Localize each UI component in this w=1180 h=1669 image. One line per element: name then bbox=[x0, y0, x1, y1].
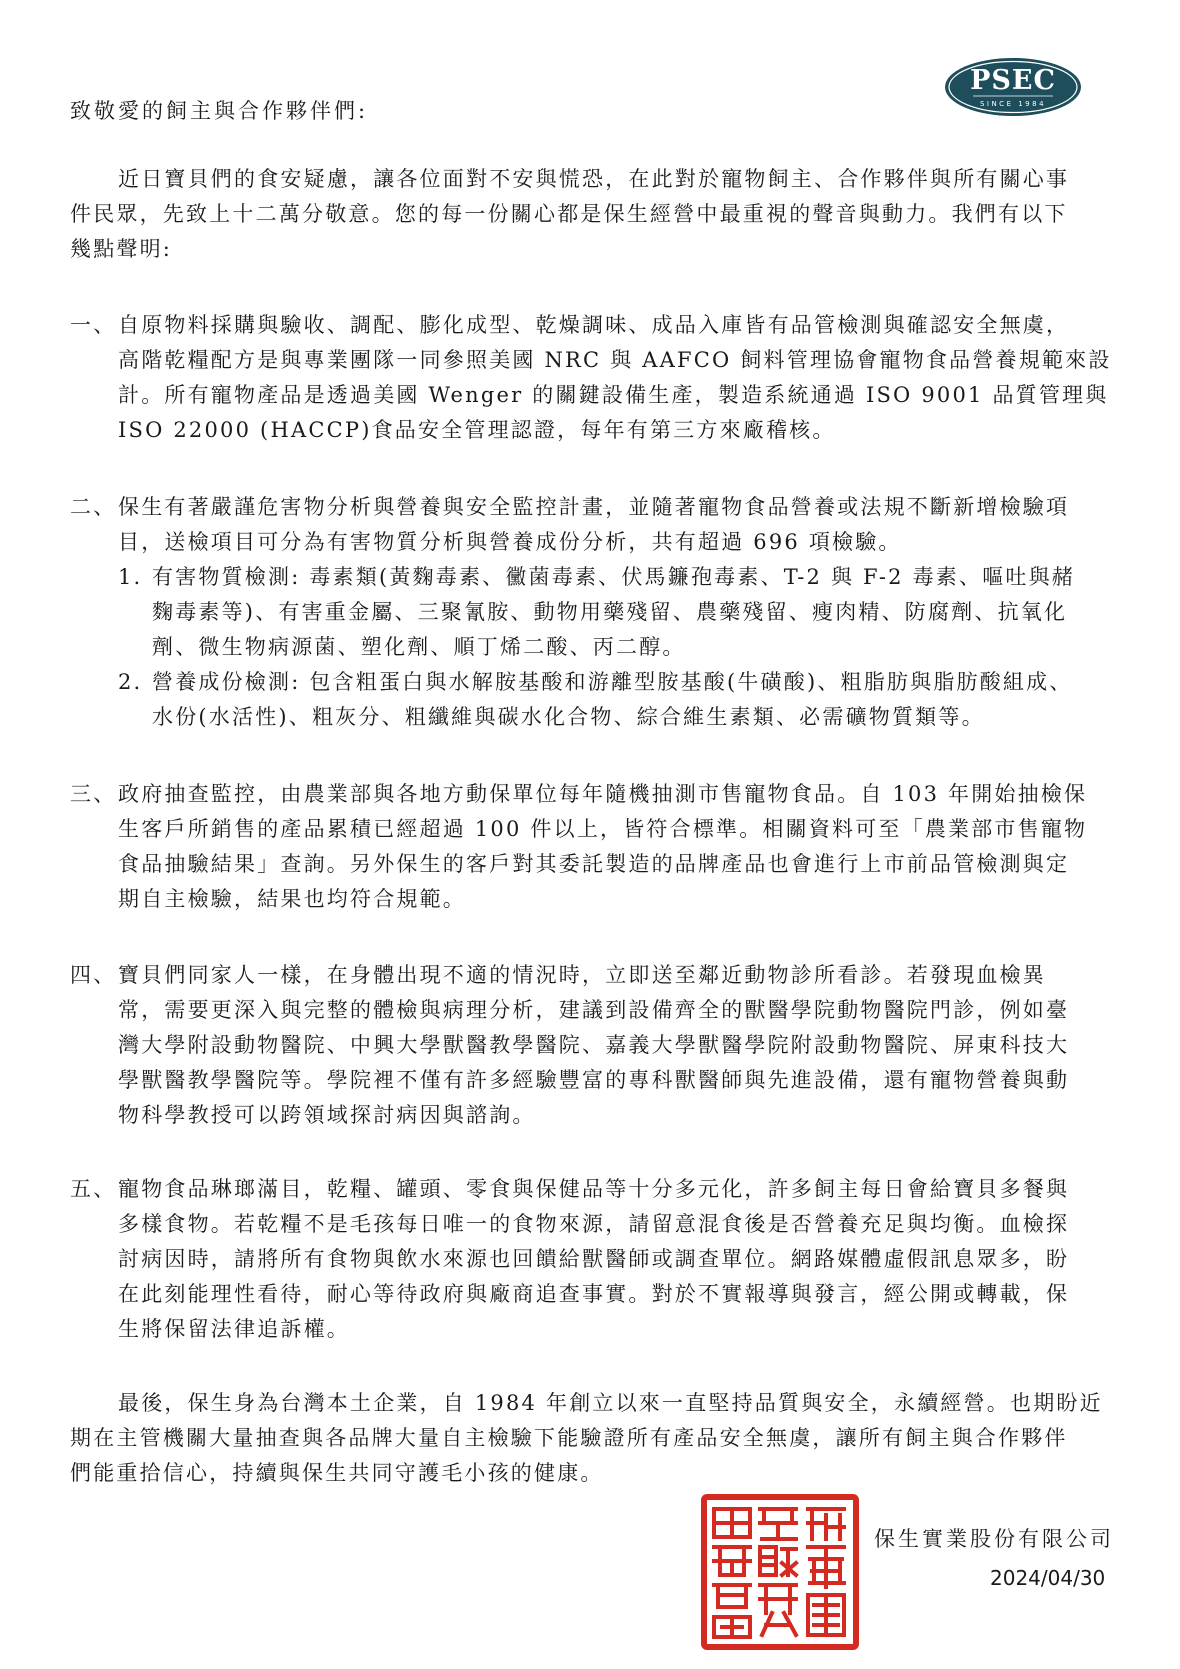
svg-text:SINCE 1984: SINCE 1984 bbox=[979, 100, 1047, 108]
intro-line: 件民眾，先致上十二萬分敬意。您的每一份關心都是保生經營中最重視的聲音與動力。我們有以下 bbox=[70, 202, 1068, 226]
section-line: 討病因時，請將所有食物與飲水來源也回饋給獸醫師或調查單位。網路媒體虛假訊息眾多，盼 bbox=[118, 1247, 1070, 1271]
section-line: ISO 22000 (HACCP)食品安全管理認證，每年有第三方來廠稽核。 bbox=[118, 418, 836, 442]
section-line: 生客戶所銷售的產品累積已經超過 100 件以上，皆符合標準。相關資料可至「農業部市售寵物 bbox=[118, 817, 1088, 841]
item-line: 劑、微生物病源菌、塑化劑、順丁烯二酸、丙二醇。 bbox=[152, 635, 686, 659]
item-number: 2. bbox=[118, 670, 143, 694]
item-line: 有害物質檢測: 毒素類(黃麴毒素、黴菌毒素、伏馬鐮孢毒素、T-2 與 F-2 毒素、嘔吐與赭 bbox=[152, 565, 1076, 589]
section-line: 高階乾糧配方是與專業團隊一同參照美國 NRC 與 AAFCO 飼料管理協會寵物食品營養規範來設 bbox=[118, 348, 1112, 372]
item-line: 營養成份檢測: 包含粗蛋白與水解胺基酸和游離型胺基酸(牛磺酸)、粗脂肪與脂肪酸組成、 bbox=[152, 670, 1073, 694]
section-5 bbox=[70, 1172, 1120, 1347]
section-line: 食品抽驗結果」查詢。另外保生的客戶對其委託製造的品牌產品也會進行上市前品管檢測與定 bbox=[118, 852, 1070, 876]
closing-line: 們能重拾信心，持續與保生共同守護毛小孩的健康。 bbox=[70, 1461, 604, 1485]
section-line: 物科學教授可以跨領域探討病因與諮詢。 bbox=[118, 1103, 536, 1127]
section-line: 計。所有寵物產品是透過美國 Wenger 的關鍵設備生產，製造系統通過 ISO 9001 品質管理與 bbox=[118, 383, 1109, 407]
section-number: 四、 bbox=[70, 963, 117, 987]
section-4 bbox=[70, 958, 1120, 1133]
item-number: 1. bbox=[118, 565, 143, 589]
closing-line: 期在主管機關大量抽查與各品牌大量自主檢驗下能驗證所有產品安全無虞，讓所有飼主與合作夥伴 bbox=[70, 1426, 1068, 1450]
section-line: 學獸醫教學醫院等。學院裡不僅有許多經驗豐富的專科獸醫師與先進設備，還有寵物營養與動 bbox=[118, 1068, 1070, 1092]
section-line: 期自主檢驗，結果也均符合規範。 bbox=[118, 887, 466, 911]
svg-text:PSEC: PSEC bbox=[970, 65, 1056, 96]
psec-logo bbox=[943, 56, 1083, 118]
section-line: 多樣食物。若乾糧不是毛孩每日唯一的食物來源，請留意混食後是否營養充足與均衡。血檢探 bbox=[118, 1212, 1070, 1236]
section-number: 三、 bbox=[70, 782, 117, 806]
section-number: 二、 bbox=[70, 495, 117, 519]
section-line: 寶貝們同家人一樣，在身體出現不適的情況時，立即送至鄰近動物診所看診。若發現血檢異 bbox=[118, 963, 1046, 987]
section-line: 保生有著嚴謹危害物分析與營養與安全監控計畫，並隨著寵物食品營養或法規不斷新增檢驗項 bbox=[118, 495, 1070, 519]
section-2 bbox=[70, 490, 1120, 735]
company-name: 保生實業股份有限公司 bbox=[874, 1527, 1114, 1551]
closing-paragraph bbox=[70, 1386, 1120, 1491]
section-line: 生將保留法律追訴權。 bbox=[118, 1317, 350, 1341]
intro-paragraph bbox=[70, 162, 1120, 267]
section-line: 政府抽查監控，由農業部與各地方動保單位每年隨機抽測市售寵物食品。自 103 年開始抽檢保 bbox=[118, 782, 1088, 806]
section-number: 一、 bbox=[70, 313, 117, 337]
section-line: 在此刻能理性看待，耐心等待政府與廠商追查事實。對於不實報導與發言，經公開或轉載，保 bbox=[118, 1282, 1070, 1306]
item-line: 麴毒素等)、有害重金屬、三聚氰胺、動物用藥殘留、農藥殘留、瘦肉精、防腐劑、抗氧化 bbox=[152, 600, 1068, 624]
section-line: 自原物料採購與驗收、調配、膨化成型、乾燥調味、成品入庫皆有品管檢測與確認安全無虞， bbox=[118, 313, 1070, 337]
section-line: 寵物食品琳瑯滿目，乾糧、罐頭、零食與保健品等十分多元化，許多飼主每日會給寶貝多餐與 bbox=[118, 1177, 1070, 1201]
greeting: 致敬愛的飼主與合作夥伴們: bbox=[70, 99, 369, 123]
closing-line: 最後，保生身為台灣本土企業，自 1984 年創立以來一直堅持品質與安全，永續經營。也期盼近 bbox=[118, 1391, 1103, 1415]
section-line: 目，送檢項目可分為有害物質分析與營養成份分析，共有超過 696 項檢驗。 bbox=[118, 530, 902, 554]
section-line: 常，需要更深入與完整的體檢與病理分析，建議到設備齊全的獸醫學院動物醫院門診，例如臺 bbox=[118, 998, 1070, 1022]
company-seal bbox=[700, 1493, 860, 1651]
intro-line: 幾點聲明: bbox=[70, 237, 173, 261]
section-1 bbox=[70, 308, 1120, 448]
section-number: 五、 bbox=[70, 1177, 117, 1201]
letter-date: 2024/04/30 bbox=[990, 1566, 1106, 1590]
item-line: 水份(水活性)、粗灰分、粗纖維與碳水化合物、綜合維生素類、必需礦物質類等。 bbox=[152, 705, 985, 729]
intro-line: 近日寶貝們的食安疑慮，讓各位面對不安與慌恐，在此對於寵物飼主、合作夥伴與所有關心事 bbox=[118, 167, 1070, 191]
section-line: 灣大學附設動物醫院、中興大學獸醫教學醫院、嘉義大學獸醫學院附設動物醫院、屏東科技大 bbox=[118, 1033, 1070, 1057]
section-3 bbox=[70, 777, 1120, 917]
